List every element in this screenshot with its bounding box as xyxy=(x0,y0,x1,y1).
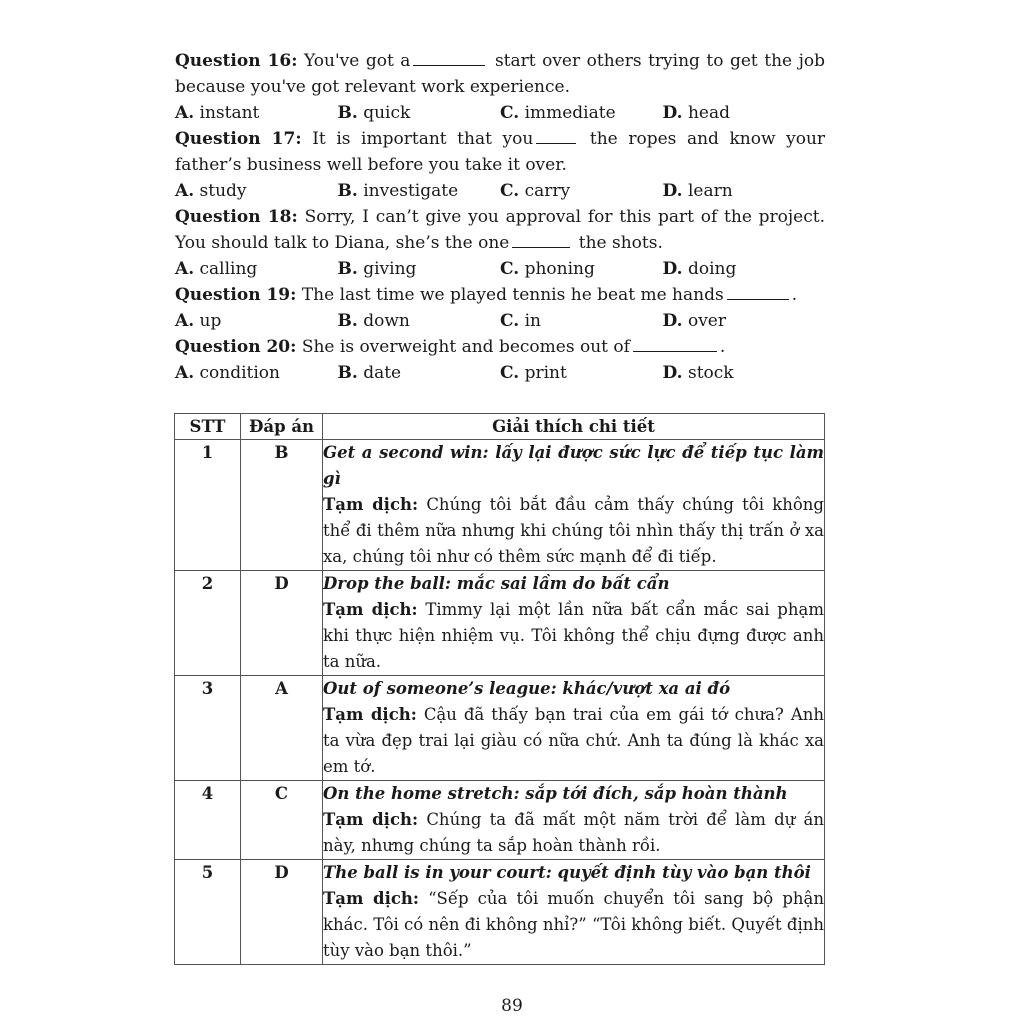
translation-text: Chúng tôi bắt đầu cảm thấy chúng tôi không thể đi thêm nữa nhưng khi chúng tôi nhìn thấy thị trấn ở xa xa, chúng tôi như có thêm sức mạnh để đi tiếp. xyxy=(323,495,824,566)
options-row xyxy=(175,360,825,386)
row-number: 4 xyxy=(175,781,241,860)
question-text xyxy=(175,48,825,100)
option-d: D. head xyxy=(662,103,730,123)
question-stem-end: the ropes and know your father’s business well before you take it over. xyxy=(175,129,826,175)
table-row xyxy=(175,781,825,860)
option-c: C. carry xyxy=(500,181,571,201)
idiom-definition: On the home stretch: sắp tới đích, sắp hoàn thành xyxy=(323,784,788,803)
options-row xyxy=(175,256,825,282)
option-a: A. study xyxy=(175,181,247,201)
question-17 xyxy=(175,126,825,204)
option-a: A. up xyxy=(175,311,222,331)
option-d: D. stock xyxy=(662,363,734,383)
answer-blank xyxy=(727,283,789,300)
option-b: B. down xyxy=(337,311,410,331)
question-18 xyxy=(175,204,825,282)
row-explanation xyxy=(323,676,825,781)
question-16 xyxy=(175,48,825,126)
row-answer: C xyxy=(241,781,323,860)
question-text xyxy=(175,126,825,178)
question-stem-end: the shots. xyxy=(578,233,663,253)
question-stem-end: start over others trying to get the job because you've got relevant work experience. xyxy=(175,51,826,97)
question-20 xyxy=(175,334,825,386)
table-row xyxy=(175,860,825,965)
row-explanation xyxy=(323,860,825,965)
answer-blank xyxy=(633,335,717,352)
translation-label: Tạm dịch: xyxy=(323,889,419,908)
question-stem-end: . xyxy=(791,285,798,305)
question-stem: It is important that you xyxy=(312,129,534,149)
row-answer: B xyxy=(241,440,323,571)
option-a: A. calling xyxy=(175,259,258,279)
idiom-definition: Get a second win: lấy lại được sức lực để tiếp tục làm gì xyxy=(323,443,824,488)
row-number: 2 xyxy=(175,571,241,676)
row-explanation xyxy=(323,781,825,860)
answer-blank xyxy=(512,231,570,248)
idiom-definition: The ball is in your court: quyết định tùy vào bạn thôi xyxy=(323,863,811,882)
option-a: A. instant xyxy=(175,103,260,123)
translation-label: Tạm dịch: xyxy=(323,495,419,514)
question-stem: You've got a xyxy=(304,51,411,71)
translation-text: Chúng ta đã mất một năm trời để làm dự án này, nhưng chúng ta sắp hoàn thành rồi. xyxy=(323,810,824,855)
option-c: C. in xyxy=(500,311,541,331)
question-text xyxy=(175,282,825,308)
option-b: B. quick xyxy=(337,103,411,123)
row-explanation xyxy=(323,440,825,571)
question-label: Question 16: xyxy=(175,51,298,71)
option-d: D. doing xyxy=(662,259,737,279)
translation-text: “Sếp của tôi muốn chuyển tôi sang bộ phận khác. Tôi có nên đi không nhỉ?” “Tôi không biết. Quyết định tùy vào bạn thôi.” xyxy=(323,889,824,960)
question-label: Question 18: xyxy=(175,207,298,227)
row-answer: D xyxy=(241,860,323,965)
option-a: A. condition xyxy=(175,363,280,383)
option-c: C. print xyxy=(500,363,567,383)
option-c: C. phoning xyxy=(500,259,595,279)
answer-blank xyxy=(536,127,576,144)
question-19 xyxy=(175,282,825,334)
header-explanation: Giải thích chi tiết xyxy=(323,414,825,440)
row-number: 5 xyxy=(175,860,241,965)
header-answer: Đáp án xyxy=(241,414,323,440)
row-number: 3 xyxy=(175,676,241,781)
options-row xyxy=(175,178,825,204)
idiom-definition: Drop the ball: mắc sai lầm do bất cẩn xyxy=(323,574,670,593)
translation-label: Tạm dịch: xyxy=(323,600,418,619)
answer-blank xyxy=(413,49,485,66)
question-stem-end: . xyxy=(719,337,726,357)
option-b: B. date xyxy=(337,363,402,383)
row-explanation xyxy=(323,571,825,676)
question-text xyxy=(175,204,825,256)
translation-label: Tạm dịch: xyxy=(323,705,417,724)
translation-text: Timmy lại một lần nữa bất cẩn mắc sai phạm khi thực hiện nhiệm vụ. Tôi không thể chịu đựng được anh ta nữa. xyxy=(323,600,824,671)
question-stem: The last time we played tennis he beat me hands xyxy=(301,285,724,305)
question-label: Question 20: xyxy=(175,337,297,357)
options-row xyxy=(175,100,825,126)
question-stem: She is overweight and becomes out of xyxy=(301,337,630,357)
question-text xyxy=(175,334,825,360)
table-header-row xyxy=(175,414,825,440)
option-b: B. investigate xyxy=(337,181,459,201)
table-row xyxy=(175,676,825,781)
option-d: D. learn xyxy=(662,181,733,201)
idiom-definition: Out of someone’s league: khác/vượt xa ai đó xyxy=(323,679,731,698)
option-b: B. giving xyxy=(337,259,417,279)
option-d: D. over xyxy=(662,311,726,331)
question-label: Question 17: xyxy=(175,129,302,149)
row-number: 1 xyxy=(175,440,241,571)
option-c: C. immediate xyxy=(500,103,616,123)
question-label: Question 19: xyxy=(175,285,297,305)
page-number: 89 xyxy=(501,996,523,1016)
row-answer: A xyxy=(241,676,323,781)
answer-table xyxy=(174,413,825,965)
questions-section xyxy=(175,48,825,386)
table-row xyxy=(175,571,825,676)
options-row xyxy=(175,308,825,334)
header-stt: STT xyxy=(175,414,241,440)
question-stem: Sorry, I can’t give you approval for this part of the project. You should talk to Diana, she’s the one xyxy=(175,207,825,253)
table-row xyxy=(175,440,825,571)
translation-label: Tạm dịch: xyxy=(323,810,419,829)
translation-text: Cậu đã thấy bạn trai của em gái tớ chưa? Anh ta vừa đẹp trai lại giàu có nữa chứ. Anh ta đúng là khác xa em tớ. xyxy=(323,705,824,776)
row-answer: D xyxy=(241,571,323,676)
